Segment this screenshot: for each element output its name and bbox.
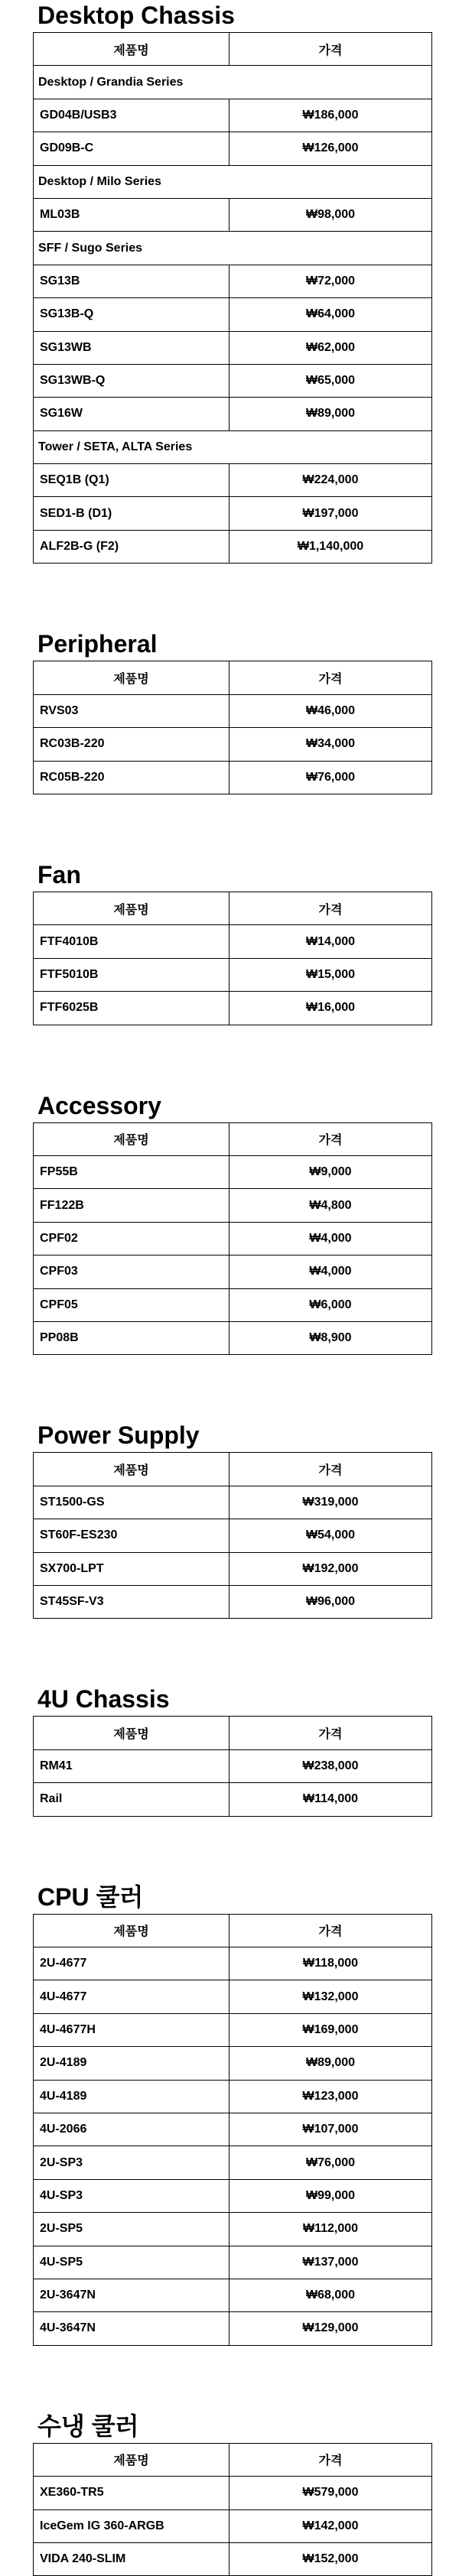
table-header-row xyxy=(34,1122,432,1155)
price-table xyxy=(33,32,432,564)
table-row xyxy=(34,2179,432,2212)
series-label: Desktop / Milo Series xyxy=(34,165,432,198)
product-price: ₩114,000 xyxy=(230,1783,432,1816)
product-price: ₩46,000 xyxy=(230,694,432,727)
product-price: ₩34,000 xyxy=(230,728,432,761)
product-price: ₩4,000 xyxy=(230,1222,432,1255)
product-name: 4U-SP5 xyxy=(34,2246,230,2279)
table-row xyxy=(34,958,432,991)
product-name: FP55B xyxy=(34,1155,230,1188)
series-row xyxy=(34,430,432,463)
table-row xyxy=(34,2509,432,2542)
product-name: 2U-SP3 xyxy=(34,2146,230,2179)
product-name: SG16W xyxy=(34,398,230,430)
product-price: ₩54,000 xyxy=(230,1519,432,1552)
table-row xyxy=(34,1552,432,1585)
table-row xyxy=(34,992,432,1025)
table-row xyxy=(34,1155,432,1188)
product-price: ₩89,000 xyxy=(230,398,432,430)
table-row xyxy=(34,398,432,430)
table-row xyxy=(34,530,432,563)
section-title: CPU 쿨러 xyxy=(37,1882,144,1911)
product-name: ALF2B-G (F2) xyxy=(34,530,230,563)
product-price: ₩186,000 xyxy=(230,99,432,132)
table-row xyxy=(34,2279,432,2311)
column-header-name: 제품명 xyxy=(34,1122,230,1155)
table-row xyxy=(34,2477,432,2509)
product-name: SG13WB-Q xyxy=(34,364,230,397)
product-name: SX700-LPT xyxy=(34,1552,230,1585)
product-name: SG13B xyxy=(34,265,230,297)
table-row xyxy=(34,728,432,761)
column-header-name: 제품명 xyxy=(34,2443,230,2476)
table-row xyxy=(34,497,432,530)
series-row xyxy=(34,165,432,198)
product-price: ₩65,000 xyxy=(230,364,432,397)
table-row xyxy=(34,198,432,231)
product-name: 4U-3647N xyxy=(34,2312,230,2345)
table-row xyxy=(34,1189,432,1222)
product-price: ₩142,000 xyxy=(230,2509,432,2542)
product-price: ₩98,000 xyxy=(230,198,432,231)
product-price: ₩68,000 xyxy=(230,2279,432,2311)
table-row xyxy=(34,464,432,497)
table-row xyxy=(34,2146,432,2179)
product-price: ₩6,000 xyxy=(230,1288,432,1321)
product-price: ₩197,000 xyxy=(230,497,432,530)
product-price: ₩238,000 xyxy=(230,1749,432,1782)
table-row xyxy=(34,2213,432,2246)
product-price: ₩4,800 xyxy=(230,1189,432,1222)
price-table xyxy=(33,1452,432,1619)
table-row xyxy=(34,265,432,297)
product-name: Rail xyxy=(34,1783,230,1816)
product-price: ₩8,900 xyxy=(230,1321,432,1354)
table-row xyxy=(34,1947,432,1980)
product-price: ₩4,000 xyxy=(230,1256,432,1288)
product-name: SED1-B (D1) xyxy=(34,497,230,530)
product-name: CPF03 xyxy=(34,1256,230,1288)
product-name: IceGem IG 360-ARGB xyxy=(34,2509,230,2542)
series-label: SFF / Sugo Series xyxy=(34,232,432,265)
table-header-row xyxy=(34,1453,432,1486)
product-name: XE360-TR5 xyxy=(34,2477,230,2509)
table-header-row xyxy=(34,661,432,694)
section-title: 4U Chassis xyxy=(37,1685,170,1714)
product-name: RC03B-220 xyxy=(34,728,230,761)
price-table xyxy=(33,1914,432,2346)
table-row xyxy=(34,761,432,794)
table-header-row xyxy=(34,892,432,925)
product-name: FTF5010B xyxy=(34,958,230,991)
price-table xyxy=(33,661,432,794)
series-label: Desktop / Grandia Series xyxy=(34,66,432,99)
product-name: 2U-4677 xyxy=(34,1947,230,1980)
product-price: ₩99,000 xyxy=(230,2179,432,2212)
product-price: ₩132,000 xyxy=(230,1980,432,2013)
product-price: ₩1,140,000 xyxy=(230,530,432,563)
product-name: SEQ1B (Q1) xyxy=(34,464,230,497)
column-header-price: 가격 xyxy=(230,1717,432,1749)
product-name: SG13B-Q xyxy=(34,298,230,331)
product-name: GD09B-C xyxy=(34,132,230,165)
product-name: ML03B xyxy=(34,198,230,231)
product-price: ₩224,000 xyxy=(230,464,432,497)
product-price: ₩169,000 xyxy=(230,2013,432,2046)
product-name: 4U-SP3 xyxy=(34,2179,230,2212)
table-row xyxy=(34,2312,432,2345)
table-row xyxy=(34,694,432,727)
column-header-price: 가격 xyxy=(230,33,432,66)
product-name: CPF05 xyxy=(34,1288,230,1321)
table-header-row xyxy=(34,33,432,66)
table-row xyxy=(34,1288,432,1321)
table-header-row xyxy=(34,1914,432,1947)
product-name: 2U-3647N xyxy=(34,2279,230,2311)
product-price: ₩137,000 xyxy=(230,2246,432,2279)
product-name: CPF02 xyxy=(34,1222,230,1255)
product-price: ₩72,000 xyxy=(230,265,432,297)
series-label: Tower / SETA, ALTA Series xyxy=(34,430,432,463)
table-row xyxy=(34,1783,432,1816)
product-name: 4U-2066 xyxy=(34,2113,230,2146)
table-row xyxy=(34,2113,432,2146)
price-table xyxy=(33,2443,432,2576)
product-name: FTF4010B xyxy=(34,925,230,958)
product-price: ₩129,000 xyxy=(230,2312,432,2345)
table-row xyxy=(34,1585,432,1618)
column-header-name: 제품명 xyxy=(34,33,230,66)
table-row xyxy=(34,132,432,165)
product-price: ₩64,000 xyxy=(230,298,432,331)
product-name: 2U-4189 xyxy=(34,2047,230,2080)
table-row xyxy=(34,1256,432,1288)
table-row xyxy=(34,1321,432,1354)
product-price: ₩89,000 xyxy=(230,2047,432,2080)
product-name: RVS03 xyxy=(34,694,230,727)
product-price: ₩123,000 xyxy=(230,2080,432,2113)
series-row xyxy=(34,232,432,265)
column-header-price: 가격 xyxy=(230,661,432,694)
product-name: FTF6025B xyxy=(34,992,230,1025)
table-row xyxy=(34,1980,432,2013)
price-table xyxy=(33,1122,432,1356)
table-row xyxy=(34,925,432,958)
column-header-price: 가격 xyxy=(230,892,432,925)
table-row xyxy=(34,2080,432,2113)
product-name: ST45SF-V3 xyxy=(34,1585,230,1618)
column-header-price: 가격 xyxy=(230,1453,432,1486)
column-header-price: 가격 xyxy=(230,2443,432,2476)
column-header-name: 제품명 xyxy=(34,1453,230,1486)
product-price: ₩9,000 xyxy=(230,1155,432,1188)
table-header-row xyxy=(34,2443,432,2476)
product-name: ST60F-ES230 xyxy=(34,1519,230,1552)
table-row xyxy=(34,1486,432,1519)
product-price: ₩118,000 xyxy=(230,1947,432,1980)
table-row xyxy=(34,99,432,132)
table-row xyxy=(34,364,432,397)
table-row xyxy=(34,2013,432,2046)
product-name: 2U-SP5 xyxy=(34,2213,230,2246)
product-price: ₩76,000 xyxy=(230,2146,432,2179)
product-name: FF122B xyxy=(34,1189,230,1222)
product-name: GD04B/USB3 xyxy=(34,99,230,132)
product-name: 4U-4189 xyxy=(34,2080,230,2113)
section-title: Accessory xyxy=(37,1091,161,1119)
section-title: Desktop Chassis xyxy=(37,2,235,29)
table-row xyxy=(34,1222,432,1255)
column-header-name: 제품명 xyxy=(34,1914,230,1947)
section-title: Power Supply xyxy=(37,1421,200,1450)
product-name: PP08B xyxy=(34,1321,230,1354)
product-price: ₩16,000 xyxy=(230,992,432,1025)
product-price: ₩192,000 xyxy=(230,1552,432,1585)
product-price: ₩96,000 xyxy=(230,1585,432,1618)
product-name: SG13WB xyxy=(34,331,230,364)
table-header-row xyxy=(34,1717,432,1749)
product-price: ₩579,000 xyxy=(230,2477,432,2509)
series-row xyxy=(34,66,432,99)
product-price: ₩126,000 xyxy=(230,132,432,165)
table-row xyxy=(34,1519,432,1552)
product-name: VIDA 240-SLIM xyxy=(34,2542,230,2575)
table-row xyxy=(34,2246,432,2279)
column-header-price: 가격 xyxy=(230,1122,432,1155)
product-price: ₩152,000 xyxy=(230,2542,432,2575)
product-price: ₩76,000 xyxy=(230,761,432,794)
table-row xyxy=(34,298,432,331)
product-name: RM41 xyxy=(34,1749,230,1782)
column-header-name: 제품명 xyxy=(34,892,230,925)
product-price: ₩62,000 xyxy=(230,331,432,364)
column-header-name: 제품명 xyxy=(34,661,230,694)
product-name: ST1500-GS xyxy=(34,1486,230,1519)
product-name: RC05B-220 xyxy=(34,761,230,794)
table-row xyxy=(34,1749,432,1782)
product-price: ₩112,000 xyxy=(230,2213,432,2246)
section-title: Peripheral xyxy=(37,630,158,658)
table-row xyxy=(34,331,432,364)
table-row xyxy=(34,2542,432,2575)
product-name: 4U-4677 xyxy=(34,1980,230,2013)
table-row xyxy=(34,2047,432,2080)
price-table xyxy=(33,1716,432,1816)
column-header-name: 제품명 xyxy=(34,1717,230,1749)
section-title: 수냉 쿨러 xyxy=(37,2412,139,2440)
price-table xyxy=(33,892,432,1025)
product-price: ₩15,000 xyxy=(230,958,432,991)
product-price: ₩319,000 xyxy=(230,1486,432,1519)
column-header-price: 가격 xyxy=(230,1914,432,1947)
section-title: Fan xyxy=(37,861,81,888)
product-price: ₩14,000 xyxy=(230,925,432,958)
product-price: ₩107,000 xyxy=(230,2113,432,2146)
product-name: 4U-4677H xyxy=(34,2013,230,2046)
